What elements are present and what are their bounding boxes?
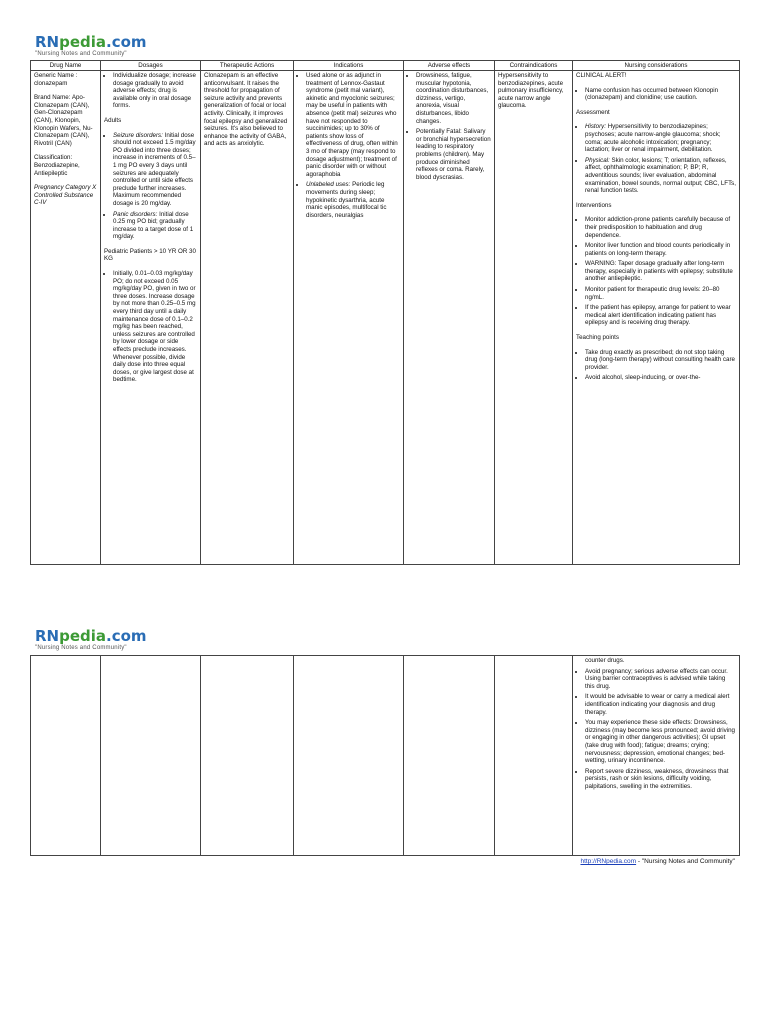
classification: Classification: Benzodiazepine, Antiepileptic xyxy=(34,154,80,177)
assessment-physical: • Physical: Skin color, lesions; T; orientation, reflexes, affect, ophthalmologic examination; P, BP; R, adventitious sounds; liver evaluation, abdominal examination, bowel sounds, normal output; CBC, LFTs, renal function tests. xyxy=(585,157,736,195)
indications-main: • Used alone or as adjunct in treatment of Lennox-Gastaut syndrome (petit mal variant), akinetic and myoclonic seizures; may be useful in patients with absence (petit mal) seizures who have not responded to succinimides; up to 30% of patients show loss of effectiveness of drug, often within 3 mo of therapy (may respond to dosage adjustment); treatment of panic disorder with or without agoraphobia xyxy=(306,72,400,178)
adults-label: Adults xyxy=(104,116,122,124)
intervention-item: • Monitor addiction-prone patients carefully because of their predisposition to habituation and drug dependence. xyxy=(585,216,736,239)
brand-logo-page-2: RNpedia.com xyxy=(35,627,147,645)
assessment-label: Assessment xyxy=(576,108,610,116)
assessment-history: • History: Hypersensitivity to benzodiazepines; psychoses; acute narrow-angle glaucoma; shock; coma; acute alcoholic intoxication; pregnancy; lactation; liver or renal impairment, debilitation. xyxy=(585,123,736,153)
adverse-fatal: • Potentially Fatal: Salivary or bronchial hypersecretion leading to respiratory problems (children). May produce diminished reflexes or coma. Rarely, blood dyscrasias. xyxy=(416,128,491,181)
nursing-cell xyxy=(573,71,740,565)
interventions-label: Interventions xyxy=(576,201,612,209)
header-indications: Indications xyxy=(294,61,404,71)
intervention-item: • If the patient has epilepsy, arrange for patient to wear medical alert identification indicating patient has epilepsy and is receiving drug therapy. xyxy=(585,304,736,327)
empty-cell xyxy=(404,656,495,856)
teaching-item: • Avoid alcohol, sleep-inducing, or over-the- xyxy=(585,374,736,382)
header-drug-name: Drug Name xyxy=(31,61,101,71)
contraindications-cell xyxy=(495,71,573,565)
teaching-item: • Take drug exactly as prescribed; do not stop taking drug (long-term therapy) without consulting health care provider. xyxy=(585,349,736,372)
therapeutic-actions-text: Clonazepam is an effective anticonvulsant. It raises the threshold for propagation of seizure activity and prevents generalization of focal or local activity. Clinically, it improves focal epilepsy and generalized seizures. It's also believed to enhance the activity of GABA, and acts as anxiolytic. xyxy=(204,72,288,148)
adverse-effects-cell xyxy=(404,71,495,565)
intervention-item: • Monitor patient for therapeutic drug levels: 20–80 ng/mL. xyxy=(585,286,736,301)
adverse-common: • Drowsiness, fatigue, muscular hypotonia, coordination disturbances, dizziness, vertigo, anorexia, visual disturbances, libido changes. xyxy=(416,72,491,125)
brand-tagline-page-2: "Nursing Notes and Community" xyxy=(35,645,127,651)
teaching-item: • Avoid pregnancy; serious adverse effects can occur. Using barrier contraceptives is advised while taking this drug. xyxy=(585,668,736,691)
drug-table-continued xyxy=(30,655,740,856)
empty-cell xyxy=(294,656,404,856)
dosages-cell xyxy=(101,71,201,565)
pediatric-dosage: • Initially, 0.01–0.03 mg/kg/day PO; do not exceed 0.05 mg/kg/day PO, given in two or three doses. Increase dosage by not more than 0.25–0.5 mg every third day until a daily maintenance dose of 0.1–0.2 mg/kg has been reached, unless seizures are controlled by lower dosage or side effects preclude increases. Whenever possible, divide daily dose into three equal doses, or give largest dose at bedtime. xyxy=(113,270,197,384)
header-therapeutic-actions: Therapeutic Actions xyxy=(201,61,294,71)
empty-cell xyxy=(201,656,294,856)
brand-tagline: "Nursing Notes and Community" xyxy=(35,51,127,57)
panic-dosage: • Panic disorders: Initial dose 0.25 mg PO bid; gradually increase to a target dose of 1 mg/day. xyxy=(113,211,197,241)
intervention-item: • WARNING: Taper dosage gradually after long-term therapy, especially in patients with epilepsy; substitute another antiepileptic. xyxy=(585,260,736,283)
teaching-item: • Report severe dizziness, weakness, drowsiness that persists, rash or skin lesions, difficulty voiding, palpitations, swelling in the extremities. xyxy=(585,768,736,791)
empty-cell xyxy=(31,656,101,856)
pediatric-label: Pediatric Patients > 10 YR OR 30 KG xyxy=(104,247,196,263)
footer-link[interactable]: http://RNpedia.com xyxy=(580,858,637,865)
footer-text: - "Nursing Notes and Community" xyxy=(636,858,735,865)
seizure-dosage: • Seizure disorders: Initial dose should not exceed 1.5 mg/day PO divided into three doses; increase in increments of 0.5–1 mg PO every 3 days until seizures are adequately controlled or until side effects preclude further increases. Maximum recommended dosage is 20 mg/day. xyxy=(113,132,197,208)
indications-unlabeled: • Unlabeled uses: Periodic leg movements during sleep; hypokinetic dysarthria, acute manic episodes, multifocal tic disorders, neuralgias xyxy=(306,181,400,219)
pregnancy-category: Pregnancy Category X Controlled Substance C-IV xyxy=(34,184,97,207)
teaching-continued: counter drugs. xyxy=(585,657,625,664)
teaching-label: Teaching points xyxy=(576,334,619,342)
drug-name-cell xyxy=(31,71,101,565)
nursing-cell-continued xyxy=(573,656,740,856)
brand-logo: RNpedia.com xyxy=(35,33,147,51)
teaching-item: • It would be advisable to wear or carry a medical alert identification indicating your diagnosis and drug therapy. xyxy=(585,693,736,716)
empty-cell xyxy=(495,656,573,856)
empty-cell xyxy=(101,656,201,856)
teaching-item: • You may experience these side effects: Drowsiness, dizziness (may become less pronounced; avoid driving or engaging in other dangerous activities); GI upset (take drug with food); fatigue; dreams; crying; nervousness; depression, emotional changes; bed-wetting, urinary incontinence. xyxy=(585,719,736,765)
footer xyxy=(580,858,735,865)
clinical-alert-label: CLINICAL ALERT! xyxy=(576,72,627,79)
header-adverse-effects: Adverse effects xyxy=(404,61,495,71)
indications-cell xyxy=(294,71,404,565)
generic-name: Generic Name : clonazepam xyxy=(34,72,78,87)
drug-table xyxy=(30,60,740,565)
header-contraindications: Contraindications xyxy=(495,61,573,71)
clinical-alert-item: • Name confusion has occurred between Klonopin (clonazepam) and clonidine; use caution. xyxy=(585,87,736,102)
dosage-general: • Individualize dosage; increase dosage gradually to avoid adverse effects; drug is available only in oral dosage forms. xyxy=(113,72,197,110)
brand-names: Brand Name: Apo-Clonazepam (CAN), Gen-Clonazepam (CAN), Klonopin, Klonopin Wafers, Nu-Clonazepam (CAN), Rivotril (CAN) xyxy=(34,94,93,147)
intervention-item: • Monitor liver function and blood counts periodically in patients on long-term therapy. xyxy=(585,242,736,257)
contraindications-text: Hypersensitivity to benzodiazepines, acute pulmonary insufficiency, acute narrow angle glaucoma. xyxy=(498,72,564,110)
therapeutic-actions-cell xyxy=(201,71,294,565)
header-dosages: Dosages xyxy=(101,61,201,71)
header-nursing-considerations: Nursing considerations xyxy=(573,61,740,71)
